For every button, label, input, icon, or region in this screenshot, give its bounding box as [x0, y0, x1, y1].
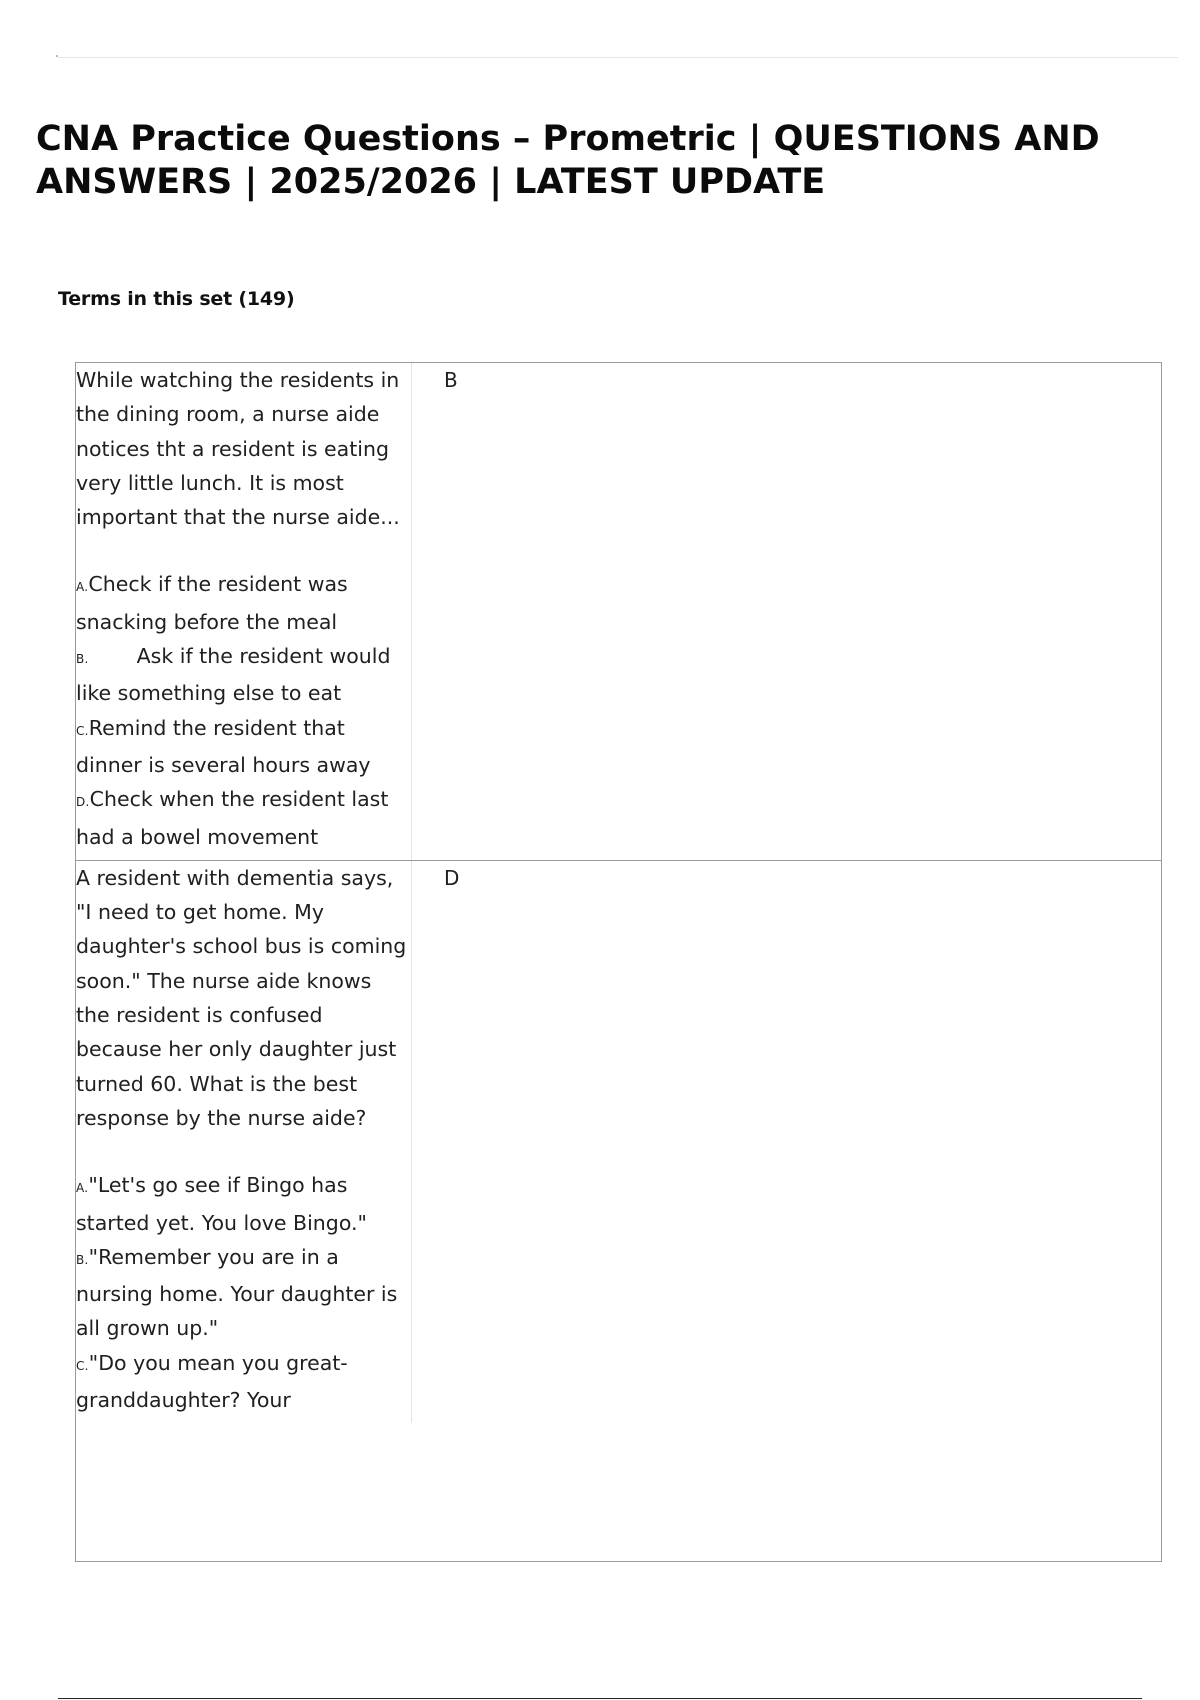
- term-answer-cell: D: [444, 865, 460, 890]
- option-text: Ask if the resident would like something else to eat: [76, 644, 391, 706]
- option-letter: A.: [76, 1181, 89, 1196]
- answer-option: [76, 567, 411, 639]
- question-stem: While watching the residents in the dining room, a nurse aide notices tht a resident is eating very little lunch. It is most important that the nurse aide...: [76, 368, 400, 530]
- option-text: "Do you mean you great-granddaughter? Your: [76, 1350, 348, 1413]
- terms-table: [75, 362, 1162, 1562]
- option-letter: B.: [76, 652, 89, 667]
- answer-option: [76, 1240, 411, 1346]
- option-letter: C.: [76, 1358, 89, 1373]
- option-letter: D.: [76, 795, 90, 810]
- answer-option: [76, 711, 411, 783]
- option-letter: B.: [76, 1252, 89, 1267]
- answer-option: [76, 639, 411, 711]
- terms-count-heading: Terms in this set (149): [58, 288, 295, 310]
- option-letter: A.: [76, 580, 89, 595]
- term-row: [76, 363, 1161, 861]
- term-question-cell: [76, 861, 412, 1423]
- spacer: [76, 1135, 411, 1168]
- question-stem: A resident with dementia says, "I need to get home. My daughter's school bus is coming soon." The nurse aide knows the resident is confused because her only daughter just turned 60. What is the best response by the nurse aide?: [76, 865, 407, 1130]
- answer-option: [76, 1168, 411, 1240]
- answer-option: [76, 782, 411, 854]
- footer-rule: [58, 1698, 1142, 1699]
- option-text: "Let's go see if Bingo has started yet. You love Bingo.": [76, 1173, 367, 1235]
- option-text: Remind the resident that dinner is several hours away: [76, 715, 371, 777]
- option-text: Check if the resident was snacking before the meal: [76, 572, 348, 634]
- header-rule: [58, 57, 1178, 58]
- option-letter: C.: [76, 723, 89, 738]
- option-text: "Remember you are in a nursing home. Your daughter is all grown up.": [76, 1244, 398, 1341]
- spacer: [76, 534, 411, 567]
- term-question-cell: [76, 363, 412, 860]
- answer-option: [76, 1346, 411, 1418]
- option-text: Check when the resident last had a bowel movement: [76, 787, 389, 849]
- term-answer-cell: B: [444, 368, 458, 392]
- term-row: [76, 861, 1161, 1423]
- document-title: CNA Practice Questions – Prometric | QUESTIONS AND ANSWERS | 2025/2026 | LATEST UPDATE: [36, 119, 1100, 202]
